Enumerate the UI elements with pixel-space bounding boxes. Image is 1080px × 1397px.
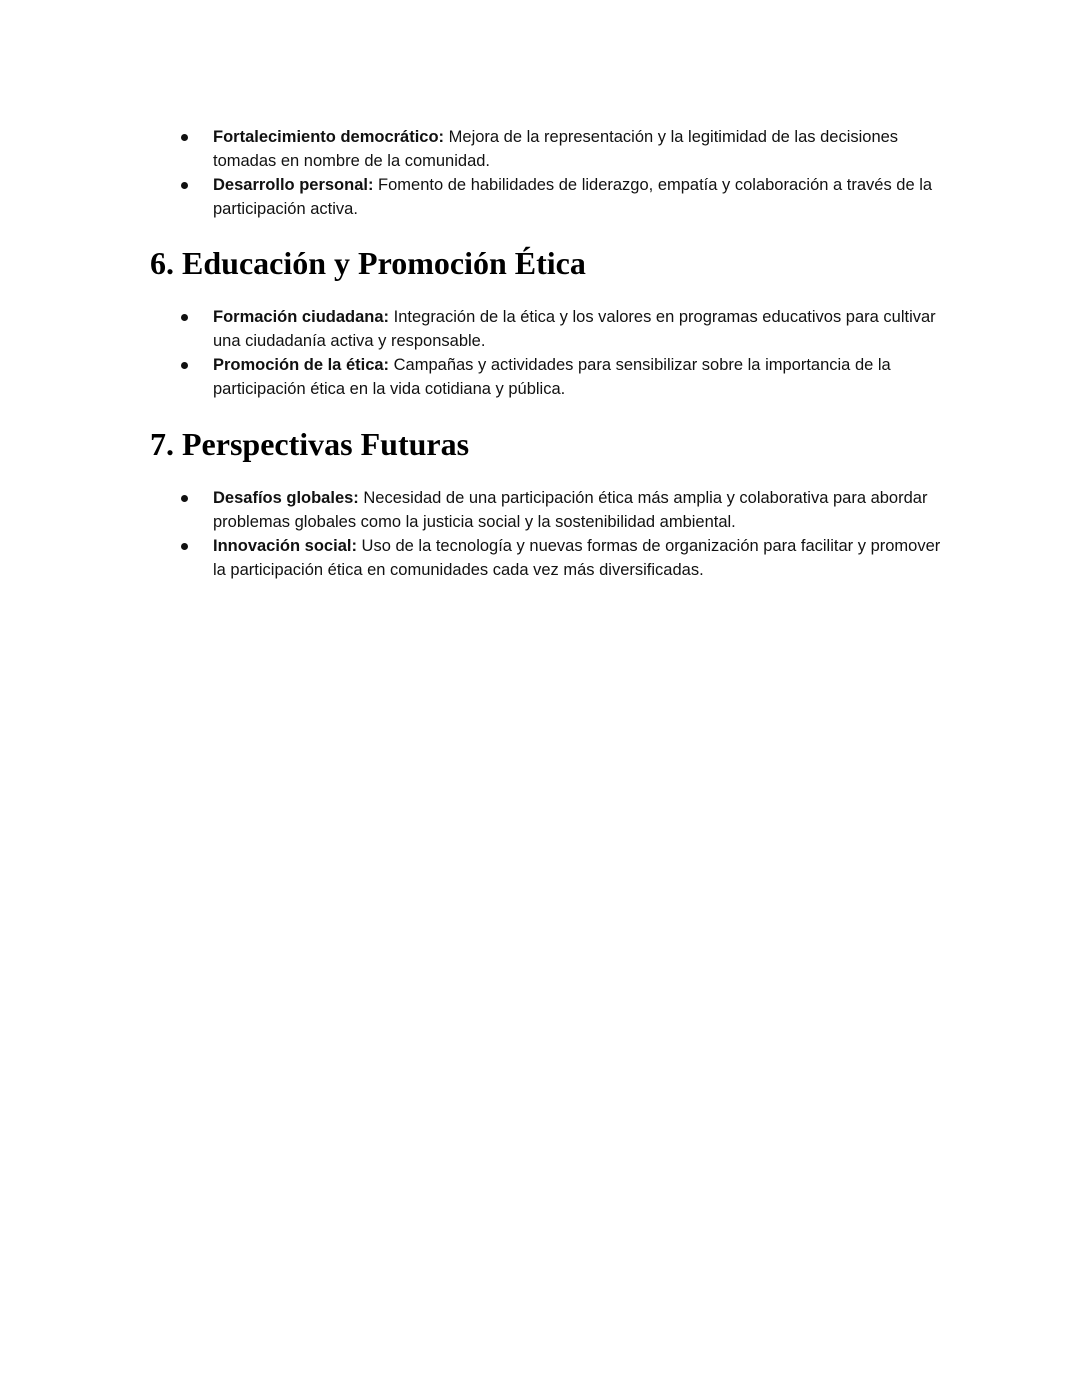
bullet-icon [181, 362, 188, 369]
intro-bullet-list [181, 125, 941, 221]
list-item-formacion [181, 305, 941, 353]
list-item-desarrollo [181, 173, 941, 221]
list-item-promocion [181, 353, 941, 401]
list-item-text: Fomento de habilidades de liderazgo, empatía y colaboración a través de la participación activa. [213, 176, 933, 218]
bullet-icon [181, 543, 188, 550]
list-item-term: Promoción de la ética: [213, 356, 390, 374]
list-item-text: Uso de la tecnología y nuevas formas de organización para facilitar y promover la participación ética en comunidades cada vez más diversificadas. [213, 537, 941, 579]
list-item-term: Desafíos globales: [213, 489, 359, 507]
list-item-text: Necesidad de una participación ética más amplia y colaborativa para abordar problemas globales como la justicia social y la sostenibilidad ambiental. [213, 489, 928, 531]
list-item-term: Desarrollo personal: [213, 176, 374, 194]
bullet-icon [181, 134, 188, 141]
section-6-bullet-list [181, 305, 941, 401]
list-item-fortalecimiento [181, 125, 941, 173]
list-item-term: Formación ciudadana: [213, 308, 390, 326]
section-6-heading: 6. Educación y Promoción Ética [150, 245, 586, 281]
list-item-term: Fortalecimiento democrático: [213, 128, 445, 146]
list-item-text: Mejora de la representación y la legitimidad de las decisiones tomadas en nombre de la comunidad. [213, 128, 899, 170]
bullet-icon [181, 314, 188, 321]
list-item-text: Integración de la ética y los valores en programas educativos para cultivar una ciudadanía activa y responsable. [213, 308, 936, 350]
list-item-text: Campañas y actividades para sensibilizar sobre la importancia de la participación ética en la vida cotidiana y pública. [213, 356, 891, 398]
section-7-heading: 7. Perspectivas Futuras [150, 426, 470, 462]
bullet-icon [181, 495, 188, 502]
section-7-bullet-list [181, 486, 941, 582]
list-item-desafios [181, 486, 941, 534]
list-item-term: Innovación social: [213, 537, 357, 555]
bullet-icon [181, 182, 188, 189]
list-item-innovacion [181, 534, 941, 582]
